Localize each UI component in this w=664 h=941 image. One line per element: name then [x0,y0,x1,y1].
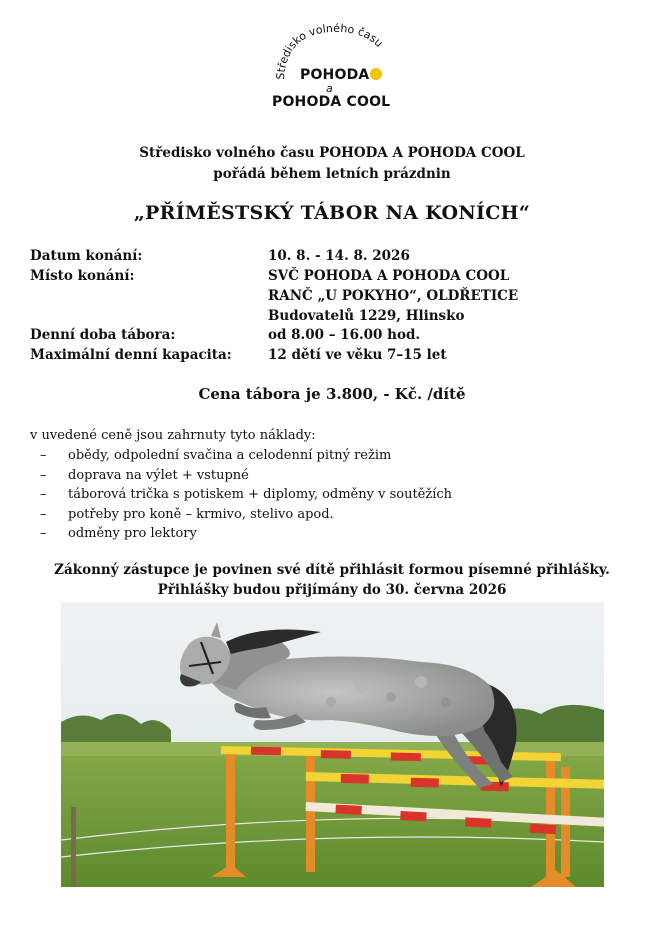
list-item: – obědy, odpolední svačina a celodenní pitný režim [30,446,452,466]
price-line: Cena tábora je 3.800, - Kč. /dítě [198,385,466,403]
place-line-3: Budovatelů 1229, Hlinsko [268,308,465,324]
date-label: Datum konání: [30,248,143,264]
costs-intro: v uvedené ceně jsou zahrnuty tyto náklady: [30,428,316,443]
bullet: – [40,448,47,463]
bullet: – [40,506,47,522]
page-title: „PŘÍMĚSTSKÝ TÁBOR NA KONÍCH“ [133,202,531,224]
organizer-line-1: Středisko volného času POHODA A POHODA COOL [139,145,525,161]
logo-line-2: a [326,82,333,95]
date-value: 10. 8. - 14. 8. 2026 [268,248,410,264]
place-label: Místo konání: [30,268,135,284]
logo-arc-text: Středisko volného času [273,22,386,81]
logo-line-3: POHODA COOL [272,94,391,110]
logo-line-1: POHODA [300,67,383,83]
list-item: – táborová trička s potiskem + diplomy, odměny v soutěžích [30,485,452,505]
bullet: – [40,467,47,483]
smiley-icon [370,68,382,80]
capacity-value: 12 dětí ve věku 7–15 let [268,347,447,363]
costs-list [30,446,452,544]
notice-line-1: Zákonný zástupce je povinen své dítě přihlásit formou písemné přihlášky. [54,562,610,578]
horse-jump-photo [61,602,604,887]
time-value: od 8.00 – 16.00 hod. [268,327,421,343]
capacity-label: Maximální denní kapacita: [30,347,232,363]
place-line-1: SVČ POHODA A POHODA COOL [268,268,510,284]
bullet: – [40,526,47,541]
list-item: – odměny pro lektory [30,524,452,544]
place-line-2: RANČ „U POKYHO“, OLDŘETICE [268,288,519,304]
notice-line-2: Přihlášky budou přijímány do 30. června 2026 [157,582,507,598]
organizer-line-2: pořádá během letních prázdnin [213,166,451,182]
time-label: Denní doba tábora: [30,327,176,343]
list-item: – doprava na výlet + vstupné [30,466,452,486]
bullet: – [40,487,47,502]
horse-jump-image [61,602,604,887]
list-item: – potřeby pro koně – krmivo, stelivo apod. [30,505,452,525]
logo [264,22,402,112]
